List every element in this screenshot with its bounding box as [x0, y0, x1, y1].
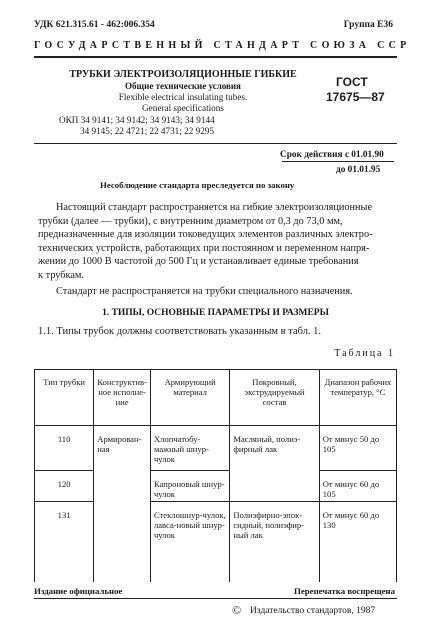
- header-material: Армирующий материал: [150, 370, 229, 426]
- okp-codes-line-1: ОКП 34 9141; 34 9142; 34 9143; 34 9144: [59, 115, 215, 125]
- cell-material: Капроновый шнур-чулок: [150, 471, 229, 502]
- cell-temperature: От минус 50 до 105: [319, 426, 396, 471]
- cell-type: 131: [35, 502, 94, 582]
- reprint-notice: Перепечатка воспрещена: [294, 586, 395, 596]
- cell-construction: [94, 502, 151, 582]
- scope-paragraph: Стандарт не распространяется на трубки специального назначения.: [56, 286, 353, 297]
- document-title: ТРУБКИ ЭЛЕКТРОИЗОЛЯЦИОННЫЕ ГИБКИЕ: [69, 69, 297, 80]
- header-rule: [34, 56, 397, 58]
- cell-type: 120: [35, 471, 94, 502]
- english-title: Flexible electrical insulating tubes.: [118, 92, 248, 102]
- title-rule: [34, 143, 397, 144]
- intro-paragraph: [38, 201, 396, 282]
- section-title: 1. ТИПЫ, ОСНОВНЫЕ ПАРАМЕТРЫ И РАЗМЕРЫ: [102, 308, 329, 318]
- cell-temperature: От минус 60 до 130: [319, 502, 396, 582]
- document-subtitle: Общие технические условия: [125, 81, 241, 91]
- validity-from: Срок действия с 01.01.90: [280, 150, 384, 160]
- table-row: [35, 502, 397, 582]
- gost-number: 17675—87: [326, 90, 385, 104]
- gost-label: ГОСТ: [336, 75, 368, 89]
- cell-material: Стеклошнур-чулок, лавса-новый шнур-чулок: [150, 502, 229, 582]
- table-header-row: [35, 370, 397, 426]
- validity-to: до 01.01.95: [336, 165, 381, 175]
- cell-coating: Полиэфирно-эпок-сидный, полиэфир-ный лак: [230, 502, 319, 582]
- intro-line: предназначенные для изоляции токоведущих элементов различных электро-: [38, 229, 373, 240]
- okp-codes-line-2: 34 9145; 22 4721; 22 4731; 22 9295: [80, 126, 214, 136]
- cell-coating: Масляный, полиэ-фирный лак: [230, 426, 319, 471]
- table-row: [35, 471, 397, 502]
- types-table: [34, 369, 397, 582]
- udk-code: УДК 621.315.61 - 462:006.354: [34, 20, 155, 30]
- intro-line: трубки (далее — трубки), с внутренним диаметром от 0,3 до 73,0 мм,: [38, 215, 343, 227]
- clause-1-1: 1.1. Типы трубок должны соответствовать указанным в табл. 1.: [38, 326, 322, 337]
- intro-line: жении до 1000 В частотой до 500 Гц и устанавливает единые требования: [38, 256, 359, 267]
- cell-type: 110: [35, 426, 94, 471]
- table-row: [35, 426, 397, 471]
- standard-line: ГОСУДАРСТВЕННЫЙ СТАНДАРТ СОЮЗА ССР: [34, 40, 411, 51]
- header-coating: Покровный, экструдируемый состав: [230, 370, 319, 426]
- intro-line: технических устройств, работающих при постоянном и переменном напря-: [38, 242, 370, 254]
- footer-rule: [34, 598, 397, 599]
- intro-line: Настоящий стандарт распространяется на гибкие электроизоляционные: [56, 202, 373, 213]
- validity-rule: [282, 161, 394, 162]
- intro-line: к трубкам.: [38, 269, 84, 281]
- group-code: Группа Е36: [343, 20, 393, 30]
- publisher-line: Издательство стандартов, 1987: [250, 606, 376, 616]
- cell-temperature: От минус 60 до 105: [319, 471, 396, 502]
- cell-construction: [94, 471, 151, 502]
- official-edition: Издание официальное: [34, 586, 123, 596]
- cell-material: Хлопчатобу-мажный шнур-чулок: [150, 426, 229, 471]
- header-temperature: Диапазон рабочих температур, °С: [319, 370, 396, 426]
- english-subtitle: General specifications: [142, 103, 224, 113]
- legal-notice: Несоблюдение стандарта преследуется по закону: [100, 180, 295, 190]
- cell-coating: [230, 471, 319, 502]
- cell-construction: Армирован-ная: [94, 426, 151, 471]
- copyright-icon: ©: [232, 603, 242, 617]
- header-type: Тип трубки: [35, 370, 94, 426]
- table-label: Таблица 1: [334, 348, 395, 359]
- header-construction: Конструктив-ное исполне-ние: [94, 370, 151, 426]
